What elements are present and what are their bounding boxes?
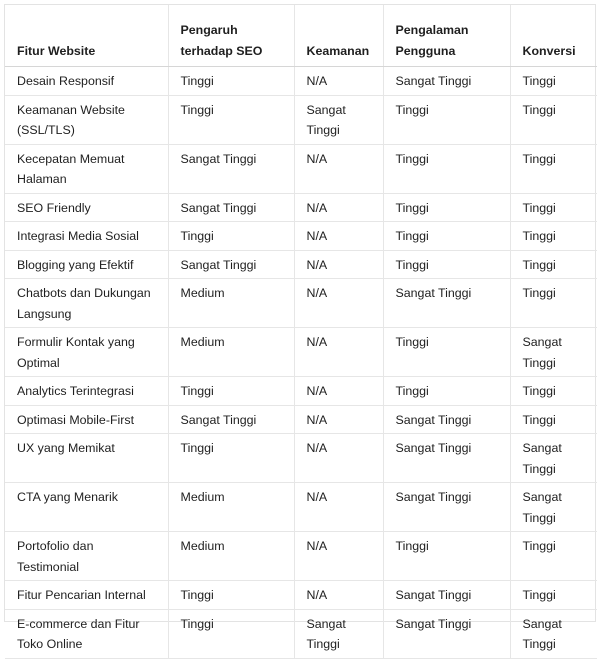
table-row (5, 193, 597, 222)
table-cell: Tinggi (383, 144, 510, 193)
table-cell: Tinggi (168, 581, 294, 610)
table-cell: Tinggi (510, 532, 597, 581)
table-cell: Sangat Tinggi (510, 434, 597, 483)
table-cell: Tinggi (510, 144, 597, 193)
table-cell: Tinggi (510, 95, 597, 144)
table-cell: Tinggi (168, 609, 294, 658)
table-cell: Tinggi (383, 193, 510, 222)
table-row (5, 95, 597, 144)
table-cell: Formulir Kontak yang Optimal (5, 328, 168, 377)
table-cell: Tinggi (383, 250, 510, 279)
table-cell: N/A (294, 328, 383, 377)
table-cell: Sangat Tinggi (168, 405, 294, 434)
table-row (5, 377, 597, 406)
header-konversi: Konversi (510, 5, 597, 67)
table-row (5, 279, 597, 328)
table-cell: Sangat Tinggi (383, 67, 510, 96)
table-cell: Tinggi (168, 95, 294, 144)
table-cell: Sangat Tinggi (294, 609, 383, 658)
table-cell: Sangat Tinggi (383, 434, 510, 483)
table-cell: N/A (294, 250, 383, 279)
feature-comparison-table (5, 5, 597, 659)
table-row (5, 405, 597, 434)
table-cell: N/A (294, 532, 383, 581)
table-cell: N/A (294, 222, 383, 251)
table-cell: Analytics Terintegrasi (5, 377, 168, 406)
table-cell: N/A (294, 377, 383, 406)
table-row (5, 434, 597, 483)
table-cell: CTA yang Menarik (5, 483, 168, 532)
table-cell: Blogging yang Efektif (5, 250, 168, 279)
table-cell: Tinggi (168, 434, 294, 483)
table-row (5, 144, 597, 193)
table-cell: Sangat Tinggi (383, 581, 510, 610)
table-header-row (5, 5, 597, 67)
table-cell: Medium (168, 328, 294, 377)
table-cell: Sangat Tinggi (510, 609, 597, 658)
table-cell: Tinggi (510, 250, 597, 279)
table-cell: Tinggi (383, 95, 510, 144)
table-row (5, 532, 597, 581)
table-cell: Sangat Tinggi (510, 328, 597, 377)
table-cell: Sangat Tinggi (510, 483, 597, 532)
table-cell: Tinggi (168, 377, 294, 406)
table-row (5, 250, 597, 279)
table-cell: Sangat Tinggi (168, 193, 294, 222)
header-fitur-website: Fitur Website (5, 5, 168, 67)
table-cell: Sangat Tinggi (168, 144, 294, 193)
header-pengalaman-pengguna: Pengalaman Pengguna (383, 5, 510, 67)
table-cell: Sangat Tinggi (383, 279, 510, 328)
table-row (5, 581, 597, 610)
table-row (5, 222, 597, 251)
table-cell: Desain Responsif (5, 67, 168, 96)
table-cell: N/A (294, 193, 383, 222)
table-cell: Kecepatan Memuat Halaman (5, 144, 168, 193)
table-cell: Tinggi (383, 532, 510, 581)
table-cell: Tinggi (510, 67, 597, 96)
table-cell: Keamanan Website (SSL/TLS) (5, 95, 168, 144)
table-cell: Tinggi (168, 67, 294, 96)
table-cell: Tinggi (510, 222, 597, 251)
table-cell: N/A (294, 483, 383, 532)
table-cell: Fitur Pencarian Internal (5, 581, 168, 610)
table-cell: N/A (294, 67, 383, 96)
table-cell: SEO Friendly (5, 193, 168, 222)
table-cell: Sangat Tinggi (294, 95, 383, 144)
table-cell: Sangat Tinggi (383, 483, 510, 532)
table-cell: N/A (294, 405, 383, 434)
table-cell: Tinggi (510, 581, 597, 610)
table-cell: Sangat Tinggi (383, 405, 510, 434)
table-cell: Medium (168, 483, 294, 532)
header-pengaruh-seo: Pengaruh terhadap SEO (168, 5, 294, 67)
table-cell: N/A (294, 581, 383, 610)
table-cell: Medium (168, 532, 294, 581)
table-cell: Tinggi (383, 377, 510, 406)
table-cell: UX yang Memikat (5, 434, 168, 483)
header-keamanan: Keamanan (294, 5, 383, 67)
table-cell: Sangat Tinggi (383, 609, 510, 658)
table-cell: Tinggi (510, 193, 597, 222)
table-cell: Sangat Tinggi (168, 250, 294, 279)
table-cell: Integrasi Media Sosial (5, 222, 168, 251)
table-cell: N/A (294, 434, 383, 483)
table-cell: Tinggi (510, 377, 597, 406)
table-cell: Tinggi (168, 222, 294, 251)
table-cell: N/A (294, 144, 383, 193)
table-row (5, 609, 597, 658)
table-cell: Optimasi Mobile-First (5, 405, 168, 434)
feature-comparison-table-container (4, 4, 596, 651)
table-row (5, 483, 597, 532)
table-cell: Chatbots dan Dukungan Langsung (5, 279, 168, 328)
table-cell: Tinggi (510, 405, 597, 434)
table-cell: Portofolio dan Testimonial (5, 532, 168, 581)
table-cell: E-commerce dan Fitur Toko Online (5, 609, 168, 658)
table-cell: Tinggi (383, 222, 510, 251)
table-cell: Tinggi (510, 279, 597, 328)
table-row (5, 328, 597, 377)
table-row (5, 67, 597, 96)
table-cell: N/A (294, 279, 383, 328)
table-cell: Medium (168, 279, 294, 328)
table-cell: Tinggi (383, 328, 510, 377)
